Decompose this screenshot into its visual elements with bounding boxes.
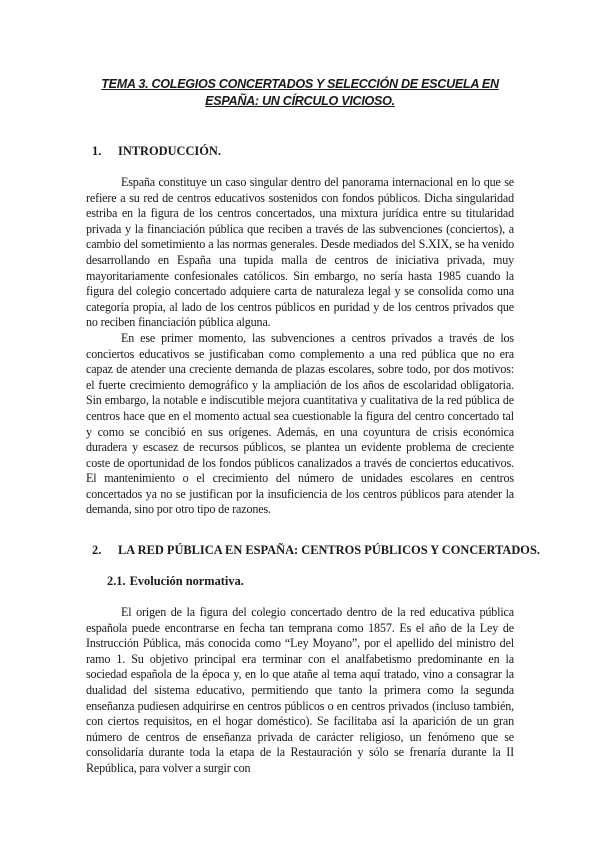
section-2-number: 2.: [92, 543, 102, 557]
subsection-2-1-body: [86, 605, 514, 777]
section-1-body: [86, 175, 514, 518]
subsection-2-1-number: 2.1.: [107, 574, 126, 588]
paragraph: El origen de la figura del colegio concertado dentro de la red educativa pública española puede encontrarse en fecha tan temprana como 1857. Es el año de la Ley de Instrucción Pública, más conocida como “Ley Moyano”, por el apellido del ministro del ramo 1. Su objetivo principal era terminar con el analfabetismo predominante en la sociedad española de la época y, en lo que atañe al tema aquí tratado, vino a consagrar la dualidad del sistema educativo, permitiendo que tanto la primera como la segunda enseñanza pudiesen adquirirse en centros públicos o en centros privados (incluso también, con ciertos requisitos, en el hogar doméstico). Se facilitaba así la aparición de un gran número de centros de enseñanza privada de carácter religioso, un fenómeno que se consolidaría durante toda la etapa de la Restauración y sólo se frenaría durante la II República, para volver a surgir con: [86, 605, 514, 775]
section-1-number: 1.: [92, 144, 102, 158]
document-title: TEMA 3. COLEGIOS CONCERTADOS Y SELECCIÓN DE ESCUELA EN ESPAÑA: UN CÍRCULO VICIOSO.: [101, 77, 499, 108]
section-2-title: LA RED PÚBLICA EN ESPAÑA: CENTROS PÚBLICOS Y CONCERTADOS.: [118, 543, 540, 557]
subsection-2-1-heading: [107, 573, 244, 589]
paragraph: España constituye un caso singular dentro del panorama internacional en lo que se refiere a su red de centros educativos sostenidos con fondos públicos. Dicha singularidad estriba en la figura de los centros concertados, una mixtura jurídica entre su titularidad privada y la financiación pública que reciben a través de las subvenciones (conciertos), a cambio del sometimiento a las normas generales. Desde mediados del S.XIX, se ha venido desarrollando en España una tupida malla de centros de iniciativa privada, muy mayoritariamente confesionales católicos. Sin embargo, no sería hasta 1985 cuando la figura del colegio concertado adquiere carta de naturaleza legal y se consolida como una categoría propia, al lado de los centros públicos en puridad y de los centros privados que no reciben financiación pública alguna.: [86, 175, 514, 330]
paragraph: En ese primer momento, las subvenciones a centros privados a través de los conciertos educativos se justificaban como complemento a una red pública que no era capaz de atender una creciente demanda de plazas escolares, sobre todo, por dos motivos: el fuerte crecimiento demográfico y la ampliación de los años de escolaridad obligatoria. Sin embargo, la notable e indiscutible mejora cuantitativa y cualitativa de la red pública de centros hace que en el momento actual sea cuestionable la figura del centro concertado tal y como se concibió en sus orígenes. Además, en una coyuntura de crisis económica duradera y escasez de recursos públicos, se plantea un evidente problema de creciente coste de oportunidad de los fondos públicos canalizados a través de conciertos educativos. El mantenimiento o el crecimiento del número de unidades escolares en centros concertados ya no se justifican por la insuficiencia de los centros públicos para atender la demanda, sino por otro tipo de razones.: [86, 330, 514, 517]
section-1-heading: [92, 143, 221, 159]
section-1-title: INTRODUCCIÓN.: [118, 144, 221, 158]
section-2-heading: [92, 542, 540, 558]
subsection-2-1-title: Evolución normativa.: [129, 574, 244, 588]
